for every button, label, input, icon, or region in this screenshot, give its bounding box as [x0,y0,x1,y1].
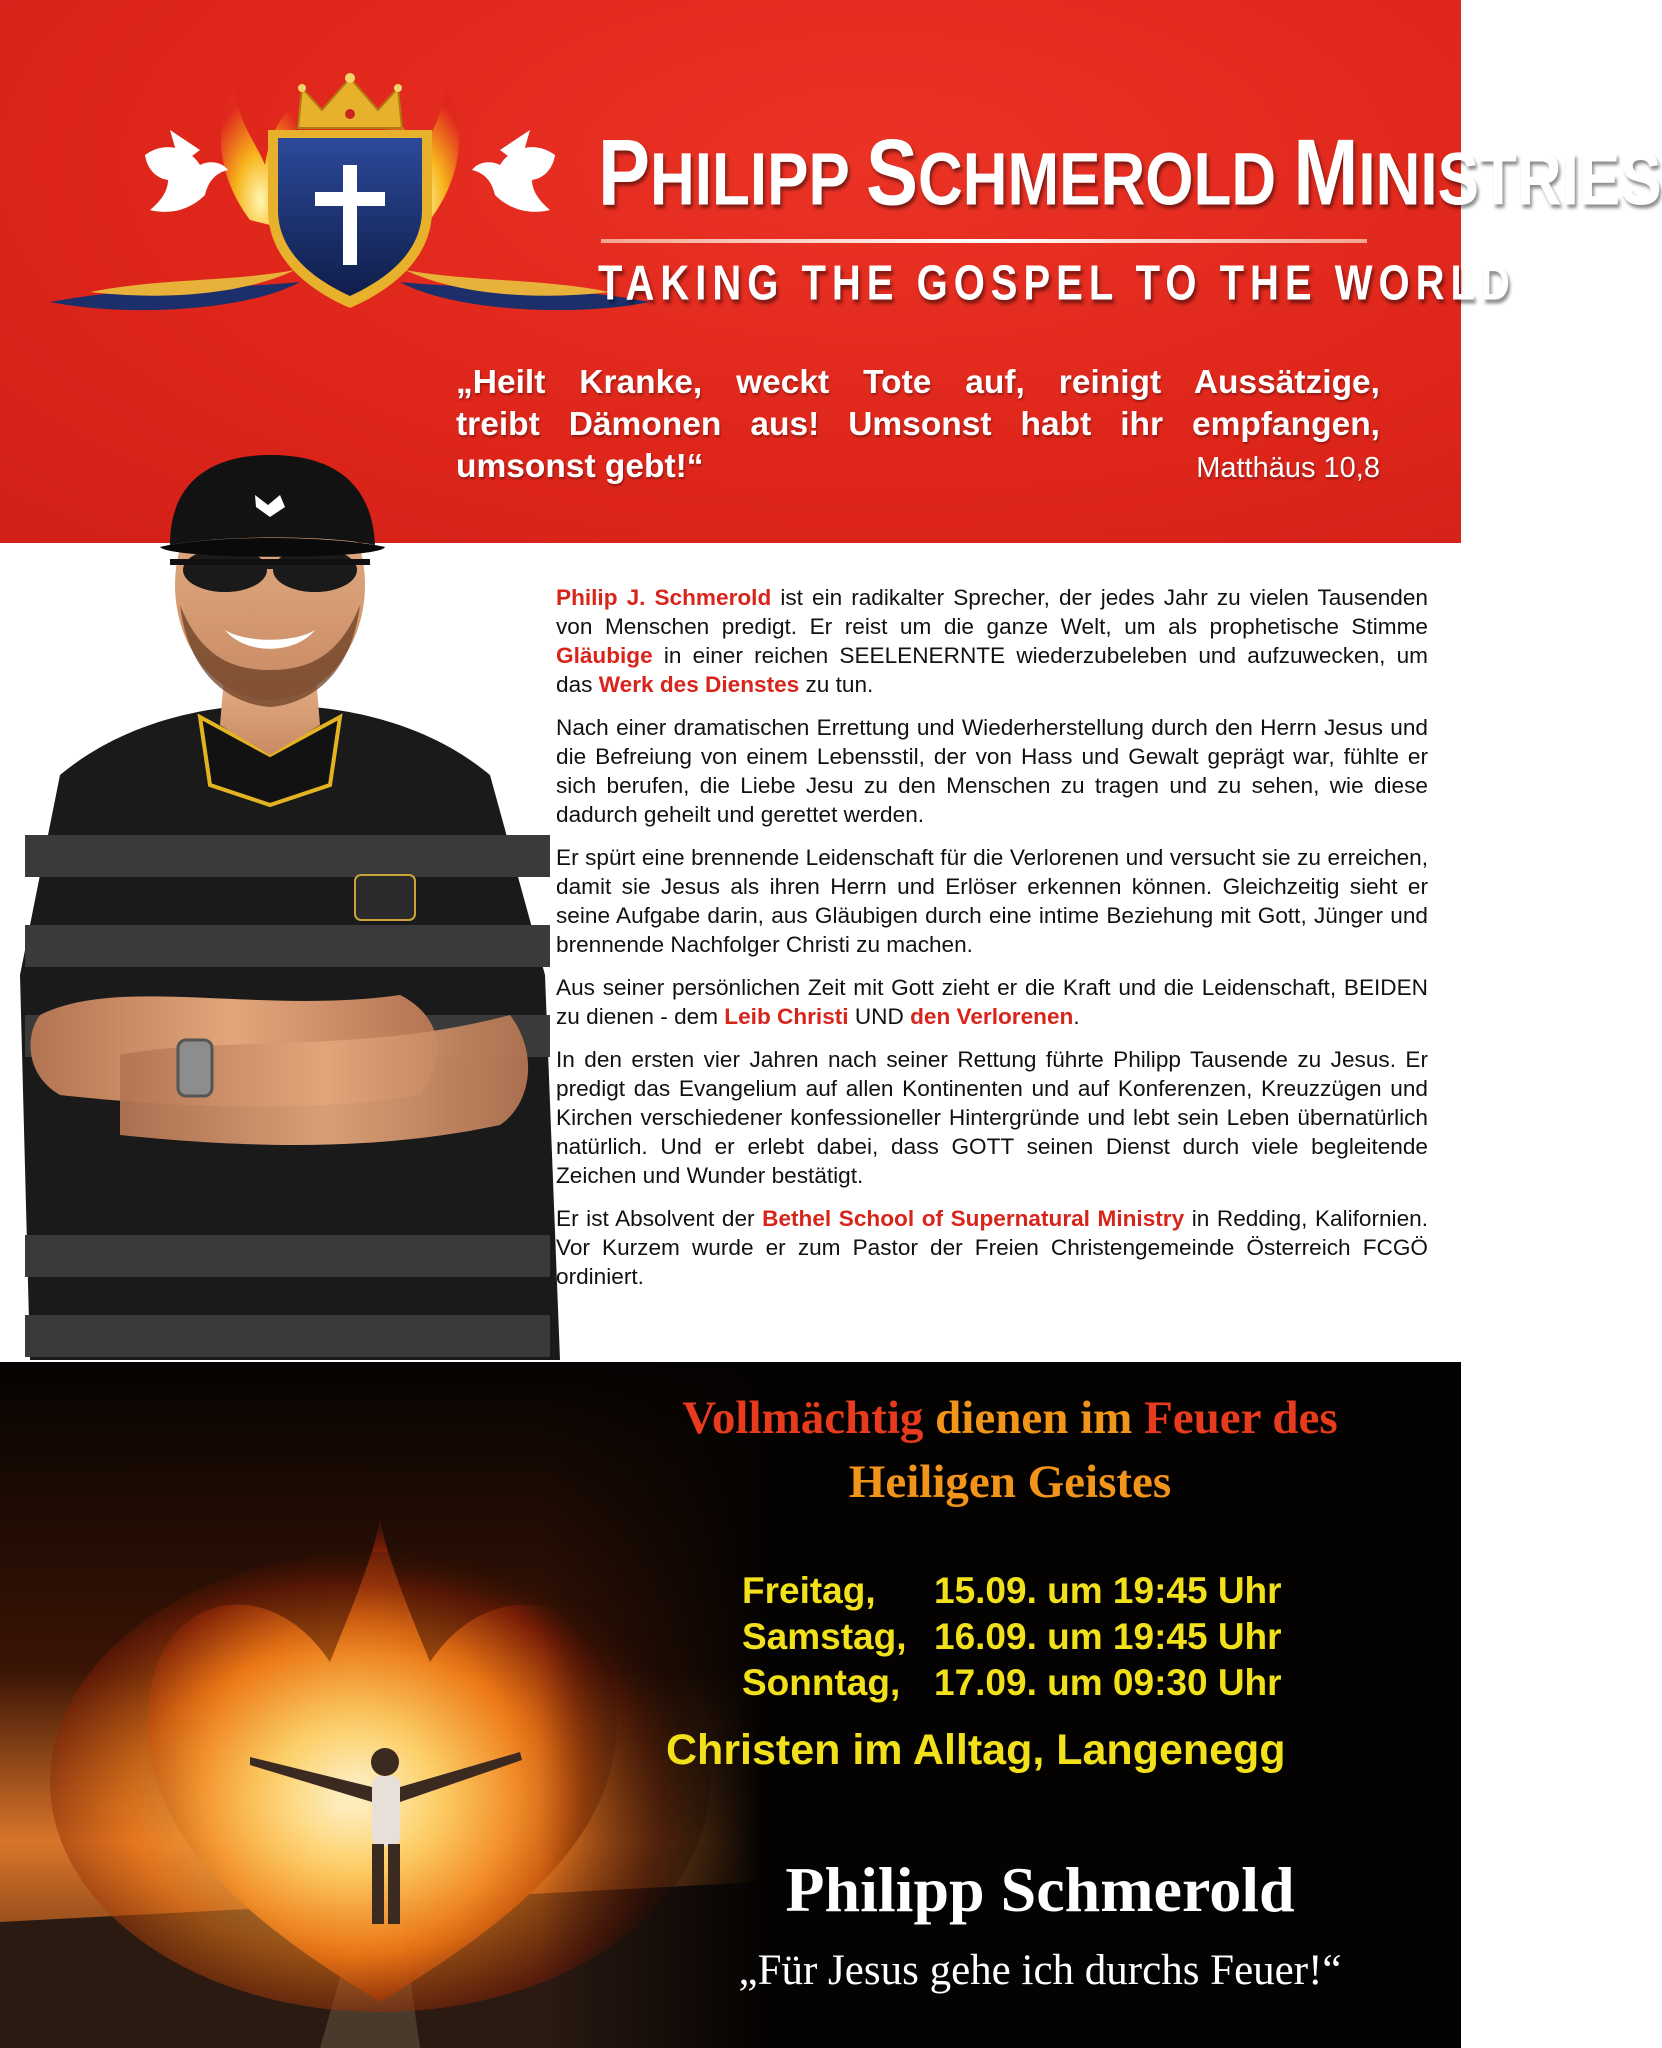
quote-reference: Matthäus 10,8 [1196,452,1380,484]
shield-cross-icon [268,130,432,308]
bio-text [556,583,1428,1305]
ministry-logo [50,70,650,330]
highlight-name: Philip J. Schmerold [556,585,772,610]
brand-block [598,118,1662,311]
bio-text-run: ist ein radikalter Sprecher, der jedes Jahr zu vielen Tausenden von Menschen predigt. Er reist um die ganze Welt, um als prophetische Stimme [556,585,1429,639]
event-section [0,1362,1461,2048]
event-title-word: Vollmächtig [682,1392,924,1444]
date-day: Freitag, [742,1570,876,1611]
quote-line: treibt Dämonen aus! Umsonst habt ihr empfangen, [456,406,1380,443]
dove-left-icon [145,130,228,212]
brand-initial: S [865,119,918,225]
date-time: 16.09. um 19:45 Uhr [934,1616,1282,1657]
highlight-text: Leib Christi [724,1004,849,1029]
brand-subtitle: TAKING THE GOSPEL TO THE WORLD [598,257,1516,311]
bio-text-run: Er ist Absolvent der [556,1206,763,1231]
date-day: Sonntag, [742,1662,901,1703]
bio-paragraph: In den ersten vier Jahren nach seiner Rettung führte Philipp Tausende zu Jesus. Er predigt das Evangelium auf allen Kontinenten und auf Konferenzen, Kreuzzügen und Kirchen verschiedener konfessioneller Hintergründe und lebt sein Leben übernatürlich natürlich. Und er erlebt dabei, dass GOTT seinen Dienst durch viele begleitende Zeichen und Wunder bestätigt. [556,1047,1428,1188]
date-row [742,1660,1282,1706]
highlight-text: den Verlorenen [910,1004,1074,1029]
bio-text-run: . [1073,1004,1080,1029]
highlight-text: Gläubige [556,643,653,668]
crown-icon [298,73,402,128]
bio-paragraph: Nach einer dramatischen Errettung und Wiederherstellung durch den Herrn Jesus und die Befreiung von einem Lebensstil, der von Hass und Gewalt geprägt war, fühlte er sich berufen, die Liebe Jesu zu den Menschen zu tragen und zu sehen, wie diese dadurch geheilt und gerettet werden. [556,715,1428,827]
highlight-text: Werk des Dienstes [598,672,800,697]
speaker-motto: „Für Jesus gehe ich durchs Feuer!“ [738,1947,1342,1994]
date-row [742,1614,1282,1660]
speaker-portrait [0,455,560,1360]
bible-quote [456,362,1380,489]
bio-paragraph [556,973,1428,1031]
quote-line: umsonst gebt!“ [456,448,704,485]
brand-initial: P [598,119,651,225]
event-title-word: Feuer des [1144,1392,1338,1444]
date-row [742,1568,1282,1614]
brand-divider [601,239,1367,243]
bio-text-run: UND [848,1004,911,1029]
bio-text-run: in einer reichen SEELENERNTE wiederzubeleben und aufzuwecken, um das [556,643,1428,697]
event-title [580,1386,1440,1514]
bio-text-run: zu tun. [799,672,874,697]
brand-title [598,118,1662,227]
highlight-text: Bethel School of Supernatural Ministry [762,1206,1185,1231]
bio-text-run: Aus seiner persönlichen Zeit mit Gott zieht er die Kraft und die Leidenschaft, BEIDEN zu dienen - dem [556,975,1428,1029]
dove-right-icon [472,130,555,212]
bio-paragraph: Er spürt eine brennende Leidenschaft für die Verlorenen und versucht sie zu erreichen, damit sie Jesus als ihren Herrn und Erlöser erkennen können. Gleichzeitig sieht er seine Aufgabe darin, aus Gläubigen durch eine intime Beziehung mit Gott, Jünger und brennende Nachfolger Christi zu machen. [556,845,1428,957]
date-day: Samstag, [742,1616,907,1657]
quote-line: „Heilt Kranke, weckt Tote auf, reinigt Aussätzige, [456,364,1380,401]
date-time: 17.09. um 09:30 Uhr [934,1662,1282,1703]
brand-word: CHMEROLD [917,138,1294,222]
brand-initial: M [1293,119,1359,225]
brand-word: HILIPP [650,138,866,222]
speaker-name: Philipp Schmerold [785,1854,1295,1925]
date-time: 15.09. um 19:45 Uhr [934,1570,1282,1611]
event-title-line: Heiligen Geistes [848,1456,1172,1508]
event-dates [742,1568,1282,1706]
bio-text-run: in Redding, Kalifornien. Vor Kurzem wurde er zum Pastor der Freien Christengemeinde Österreich FCGÖ ordiniert. [556,1206,1428,1289]
brand-word: INISTRIES [1358,138,1662,222]
bio-paragraph [556,583,1428,699]
event-venue: Christen im Alltag, Langenegg [666,1726,1286,1774]
event-title-word: dienen im [923,1392,1145,1444]
bio-paragraph [556,1204,1428,1291]
